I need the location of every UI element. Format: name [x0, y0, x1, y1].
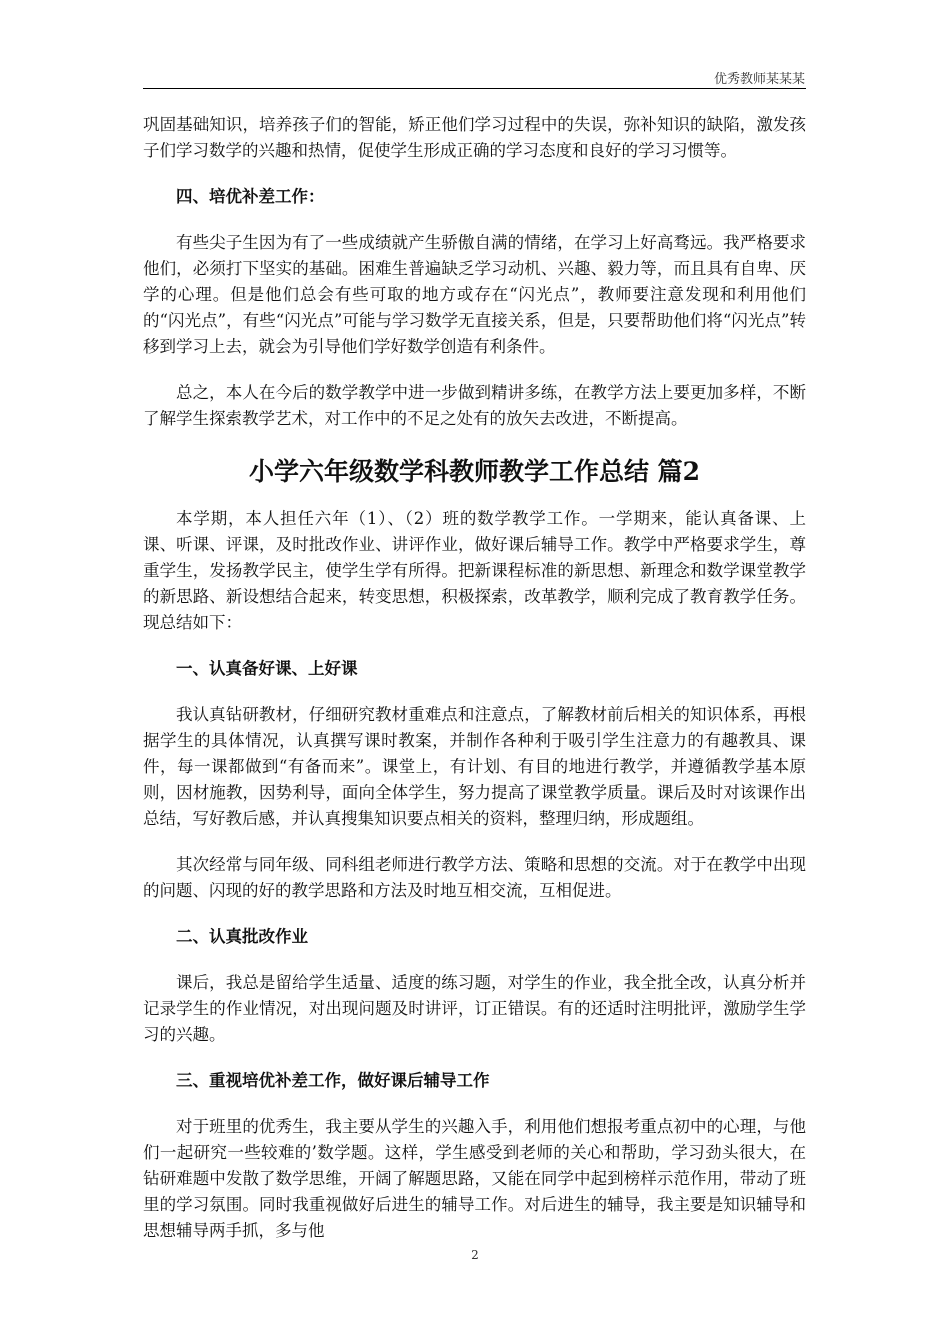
page-number: 2	[471, 1248, 479, 1262]
section-heading: 一、认真备好课、上好课	[176, 659, 358, 678]
paragraph-continuation: 巩固基础知识，培养孩子们的智能，矫正他们学习过程中的失误，弥补知识的缺陷，激发孩子们学习数学的兴趣和热情，促使学生形成正确的学习态度和良好的学习习惯等。	[143, 115, 806, 160]
header-author: 优秀教师某某某	[713, 72, 805, 87]
section-heading: 三、重视培优补差工作，做好课后辅导工作	[176, 1071, 490, 1090]
header-rule	[143, 88, 806, 89]
section-heading: 四、培优补差工作：	[176, 187, 325, 206]
section-heading: 二、认真批改作业	[176, 927, 308, 946]
document-body	[143, 112, 806, 1264]
paragraph: 本学期，本人担任六年（1）、（2）班的数学教学工作。一学期来，能认真备课、上课、听课、评课，及时批改作业、讲评作业，做好课后辅导工作。教学中严格要求学生，尊重学生，发扬教学民主，使学生学有所得。把新课程标准的新思想、新理念和数学课堂教学的新思路、新设想结合起来，转变思想，积极探索，改革教学，顺利完成了教育教学任务。现总结如下：	[143, 509, 806, 632]
paragraph: 其次经常与同年级、同科组老师进行教学方法、策略和思想的交流。对于在教学中出现的问题、闪现的好的教学思路和方法及时地互相交流，互相促进。	[143, 855, 806, 900]
paragraph: 对于班里的优秀生，我主要从学生的兴趣入手，利用他们想报考重点初中的心理，与他们一起研究一些较难的’数学题。这样，学生感受到老师的关心和帮助，学习劲头很大，在钻研难题中发散了数学思维，开阔了解题思路，又能在同学中起到榜样示范作用，带动了班里的学习氛围。同时我重视做好后进生的辅导工作。对后进生的辅导，我主要是知识辅导和思想辅导两手抓，多与他	[143, 1117, 806, 1240]
paragraph: 我认真钻研教材，仔细研究教材重难点和注意点，了解教材前后相关的知识体系，再根据学生的具体情况，认真撰写课时教案，并制作各种利于吸引学生注意力的有趣教具、课件，每一课都做到“有备而来”。课堂上，有计划、有目的地进行教学，并遵循教学基本原则，因材施教，因势利导，面向全体学生，努力提高了课堂教学质量。课后及时对该课作出总结，写好教后感，并认真搜集知识要点相关的资料，整理归纳，形成题组。	[143, 705, 806, 828]
paragraph: 有些尖子生因为有了一些成绩就产生骄傲自满的情绪，在学习上好高骛远。我严格要求他们，必须打下坚实的基础。困难生普遍缺乏学习动机、兴趣、毅力等，而且具有自卑、厌学的心理。但是他们总会有些可取的地方或存在“闪光点”，教师要注意发现和利用他们的“闪光点”，有些“闪光点”可能与学习数学无直接关系，但是，只要帮助他们将“闪光点”转移到学习上去，就会为引导他们学好数学创造有利条件。	[143, 233, 806, 356]
document-title: 小学六年级数学科教师教学工作总结 篇2	[248, 457, 701, 486]
paragraph: 总之，本人在今后的数学教学中进一步做到精讲多练，在教学方法上要更加多样，不断了解学生探索教学艺术，对工作中的不足之处有的放矢去改进，不断提高。	[143, 383, 806, 428]
paragraph: 课后，我总是留给学生适量、适度的练习题，对学生的作业，我全批全改，认真分析并记录学生的作业情况，对出现问题及时讲评，订正错误。有的还适时注明批评，激励学生学习的兴趣。	[143, 973, 806, 1044]
